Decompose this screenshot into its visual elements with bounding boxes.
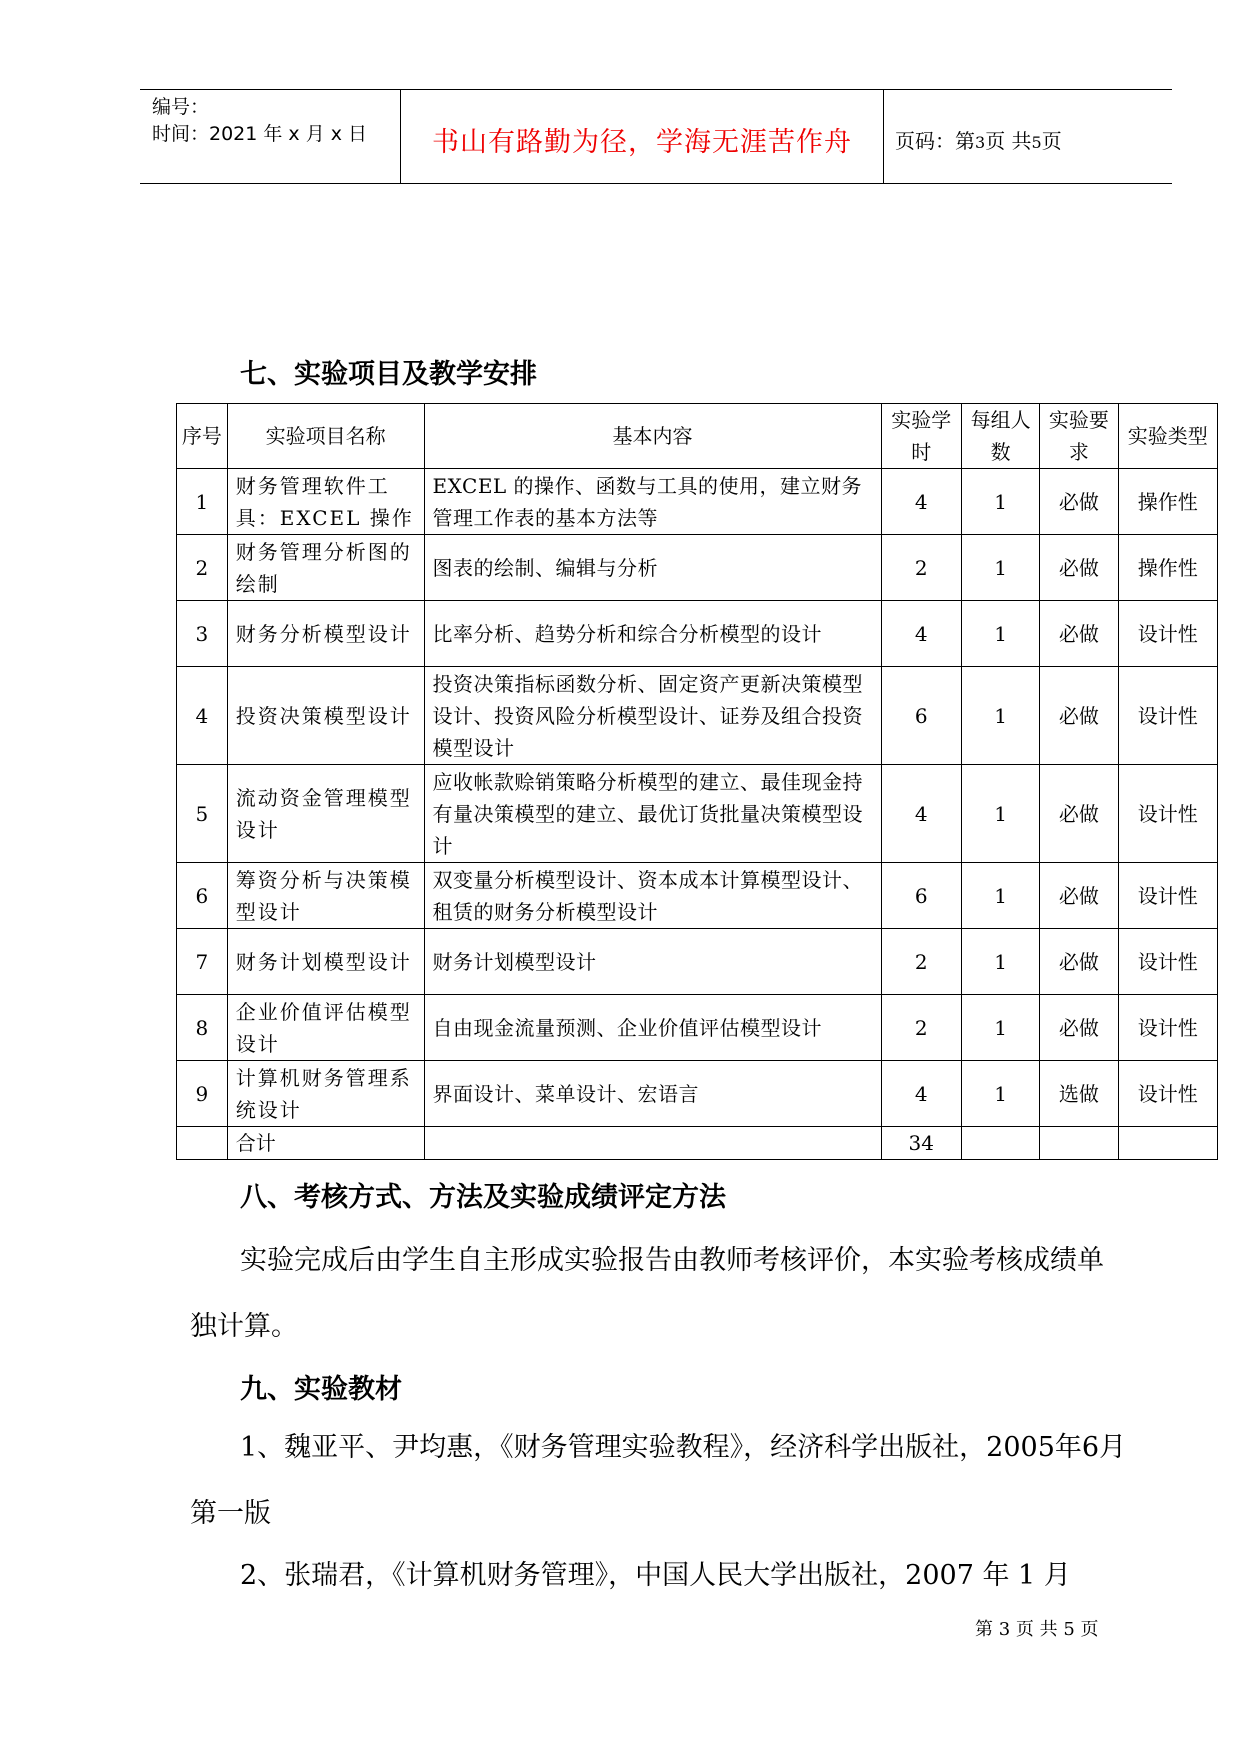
row-req: 必做 — [1040, 535, 1118, 601]
row-group: 1 — [961, 667, 1039, 765]
row-no: 2 — [177, 535, 228, 601]
row-name: 投资决策模型设计 — [227, 667, 424, 765]
row-name: 财务计划模型设计 — [227, 929, 424, 995]
total-no-cell — [177, 1127, 228, 1160]
row-req: 必做 — [1040, 929, 1118, 995]
row-type: 设计性 — [1118, 667, 1218, 765]
row-content: 界面设计、菜单设计、宏语言 — [424, 1061, 881, 1127]
row-hours: 6 — [881, 667, 961, 765]
total-label: 合计 — [227, 1127, 424, 1160]
col-header-type: 实验类型 — [1118, 404, 1218, 469]
row-content: 双变量分析模型设计、资本成本计算模型设计、租赁的财务分析模型设计 — [424, 863, 881, 929]
row-hours: 6 — [881, 863, 961, 929]
col-header-group: 每组人数 — [961, 404, 1039, 469]
page-mid: 页 共 — [985, 129, 1032, 153]
row-no: 3 — [177, 601, 228, 667]
table-header-row — [177, 404, 1218, 469]
row-group: 1 — [961, 469, 1039, 535]
row-content: 应收帐款赊销策略分析模型的建立、最佳现金持有量决策模型的建立、最优订货批量决策模型设计 — [424, 765, 881, 863]
row-type: 设计性 — [1118, 1061, 1218, 1127]
row-req: 必做 — [1040, 601, 1118, 667]
section-8-title: 八、考核方式、方法及实验成绩评定方法 — [240, 1182, 726, 1213]
row-req: 必做 — [1040, 469, 1118, 535]
reference-2: 2、张瑞君，《计算机财务管理》，中国人民大学出版社，2007 年 1 月 — [240, 1560, 1071, 1591]
section-9-title: 九、实验教材 — [240, 1374, 402, 1405]
col-header-hours: 实验学时 — [881, 404, 961, 469]
table-row — [177, 1061, 1218, 1127]
reference-1: 1、魏亚平、尹均惠，《财务管理实验教程》，经济科学出版社，2005年6月第一版 — [190, 1432, 1127, 1529]
row-group: 1 — [961, 1061, 1039, 1127]
page-current: 3 — [975, 133, 986, 152]
total-content-cell — [424, 1127, 881, 1160]
row-content: 财务计划模型设计 — [424, 929, 881, 995]
header-page-number — [895, 125, 1062, 154]
table-row — [177, 929, 1218, 995]
col-header-req: 实验要求 — [1040, 404, 1118, 469]
row-no: 5 — [177, 765, 228, 863]
row-name: 流动资金管理模型设计 — [227, 765, 424, 863]
row-group: 1 — [961, 863, 1039, 929]
experiment-table — [176, 403, 1218, 1160]
row-group: 1 — [961, 929, 1039, 995]
table-row — [177, 765, 1218, 863]
row-hours: 2 — [881, 929, 961, 995]
row-type: 操作性 — [1118, 535, 1218, 601]
row-group: 1 — [961, 535, 1039, 601]
col-header-no: 序号 — [177, 404, 228, 469]
table-row — [177, 667, 1218, 765]
row-type: 操作性 — [1118, 469, 1218, 535]
row-content: 比率分析、趋势分析和综合分析模型的设计 — [424, 601, 881, 667]
row-no: 4 — [177, 667, 228, 765]
row-name: 筹资分析与决策模型设计 — [227, 863, 424, 929]
row-req: 必做 — [1040, 667, 1118, 765]
row-hours: 4 — [881, 1061, 961, 1127]
col-header-name: 实验项目名称 — [227, 404, 424, 469]
row-type: 设计性 — [1118, 863, 1218, 929]
table-total-row — [177, 1127, 1218, 1160]
row-hours: 4 — [881, 469, 961, 535]
row-name: 财务管理软件工具：EXCEL 操作 — [227, 469, 424, 535]
page-total: 5 — [1031, 133, 1042, 152]
col-header-content: 基本内容 — [424, 404, 881, 469]
total-type-cell — [1118, 1127, 1218, 1160]
serial-label: 编号： — [152, 96, 210, 118]
header-motto: 书山有路勤为径，学海无涯苦作舟 — [432, 127, 852, 158]
table-row — [177, 535, 1218, 601]
row-hours: 2 — [881, 995, 961, 1061]
page-suffix: 页 — [1041, 129, 1062, 153]
row-hours: 4 — [881, 601, 961, 667]
row-group: 1 — [961, 765, 1039, 863]
page-header — [140, 89, 1172, 184]
row-no: 6 — [177, 863, 228, 929]
header-motto-cell — [400, 90, 884, 183]
table-row — [177, 863, 1218, 929]
table-row — [177, 601, 1218, 667]
table-row — [177, 995, 1218, 1061]
time-label: 时间：2021 年 x 月 x 日 — [152, 123, 368, 145]
total-hours: 34 — [881, 1127, 961, 1160]
row-name: 财务管理分析图的绘制 — [227, 535, 424, 601]
row-name: 企业价值评估模型设计 — [227, 995, 424, 1061]
row-group: 1 — [961, 995, 1039, 1061]
row-no: 1 — [177, 469, 228, 535]
row-name: 计算机财务管理系统设计 — [227, 1061, 424, 1127]
row-content: 自由现金流量预测、企业价值评估模型设计 — [424, 995, 881, 1061]
total-req-cell — [1040, 1127, 1118, 1160]
row-req: 选做 — [1040, 1061, 1118, 1127]
row-req: 必做 — [1040, 863, 1118, 929]
row-no: 7 — [177, 929, 228, 995]
row-content: EXCEL 的操作、函数与工具的使用，建立财务管理工作表的基本方法等 — [424, 469, 881, 535]
section-8-text: 实验完成后由学生自主形成实验报告由教师考核评价，本实验考核成绩单独计算。 — [190, 1245, 1104, 1342]
row-type: 设计性 — [1118, 601, 1218, 667]
row-name: 财务分析模型设计 — [227, 601, 424, 667]
page-prefix: 页码：第 — [895, 129, 975, 153]
row-type: 设计性 — [1118, 765, 1218, 863]
row-req: 必做 — [1040, 765, 1118, 863]
row-no: 8 — [177, 995, 228, 1061]
row-hours: 2 — [881, 535, 961, 601]
row-group: 1 — [961, 601, 1039, 667]
table-row — [177, 469, 1218, 535]
row-content: 图表的绘制、编辑与分析 — [424, 535, 881, 601]
row-no: 9 — [177, 1061, 228, 1127]
row-type: 设计性 — [1118, 929, 1218, 995]
section-7-title: 七、实验项目及教学安排 — [240, 359, 537, 390]
page-footer: 第 3 页 共 5 页 — [975, 1619, 1099, 1640]
row-content: 投资决策指标函数分析、固定资产更新决策模型设计、投资风险分析模型设计、证券及组合投资模型设计 — [424, 667, 881, 765]
row-req: 必做 — [1040, 995, 1118, 1061]
row-hours: 4 — [881, 765, 961, 863]
row-type: 设计性 — [1118, 995, 1218, 1061]
total-group-cell — [961, 1127, 1039, 1160]
